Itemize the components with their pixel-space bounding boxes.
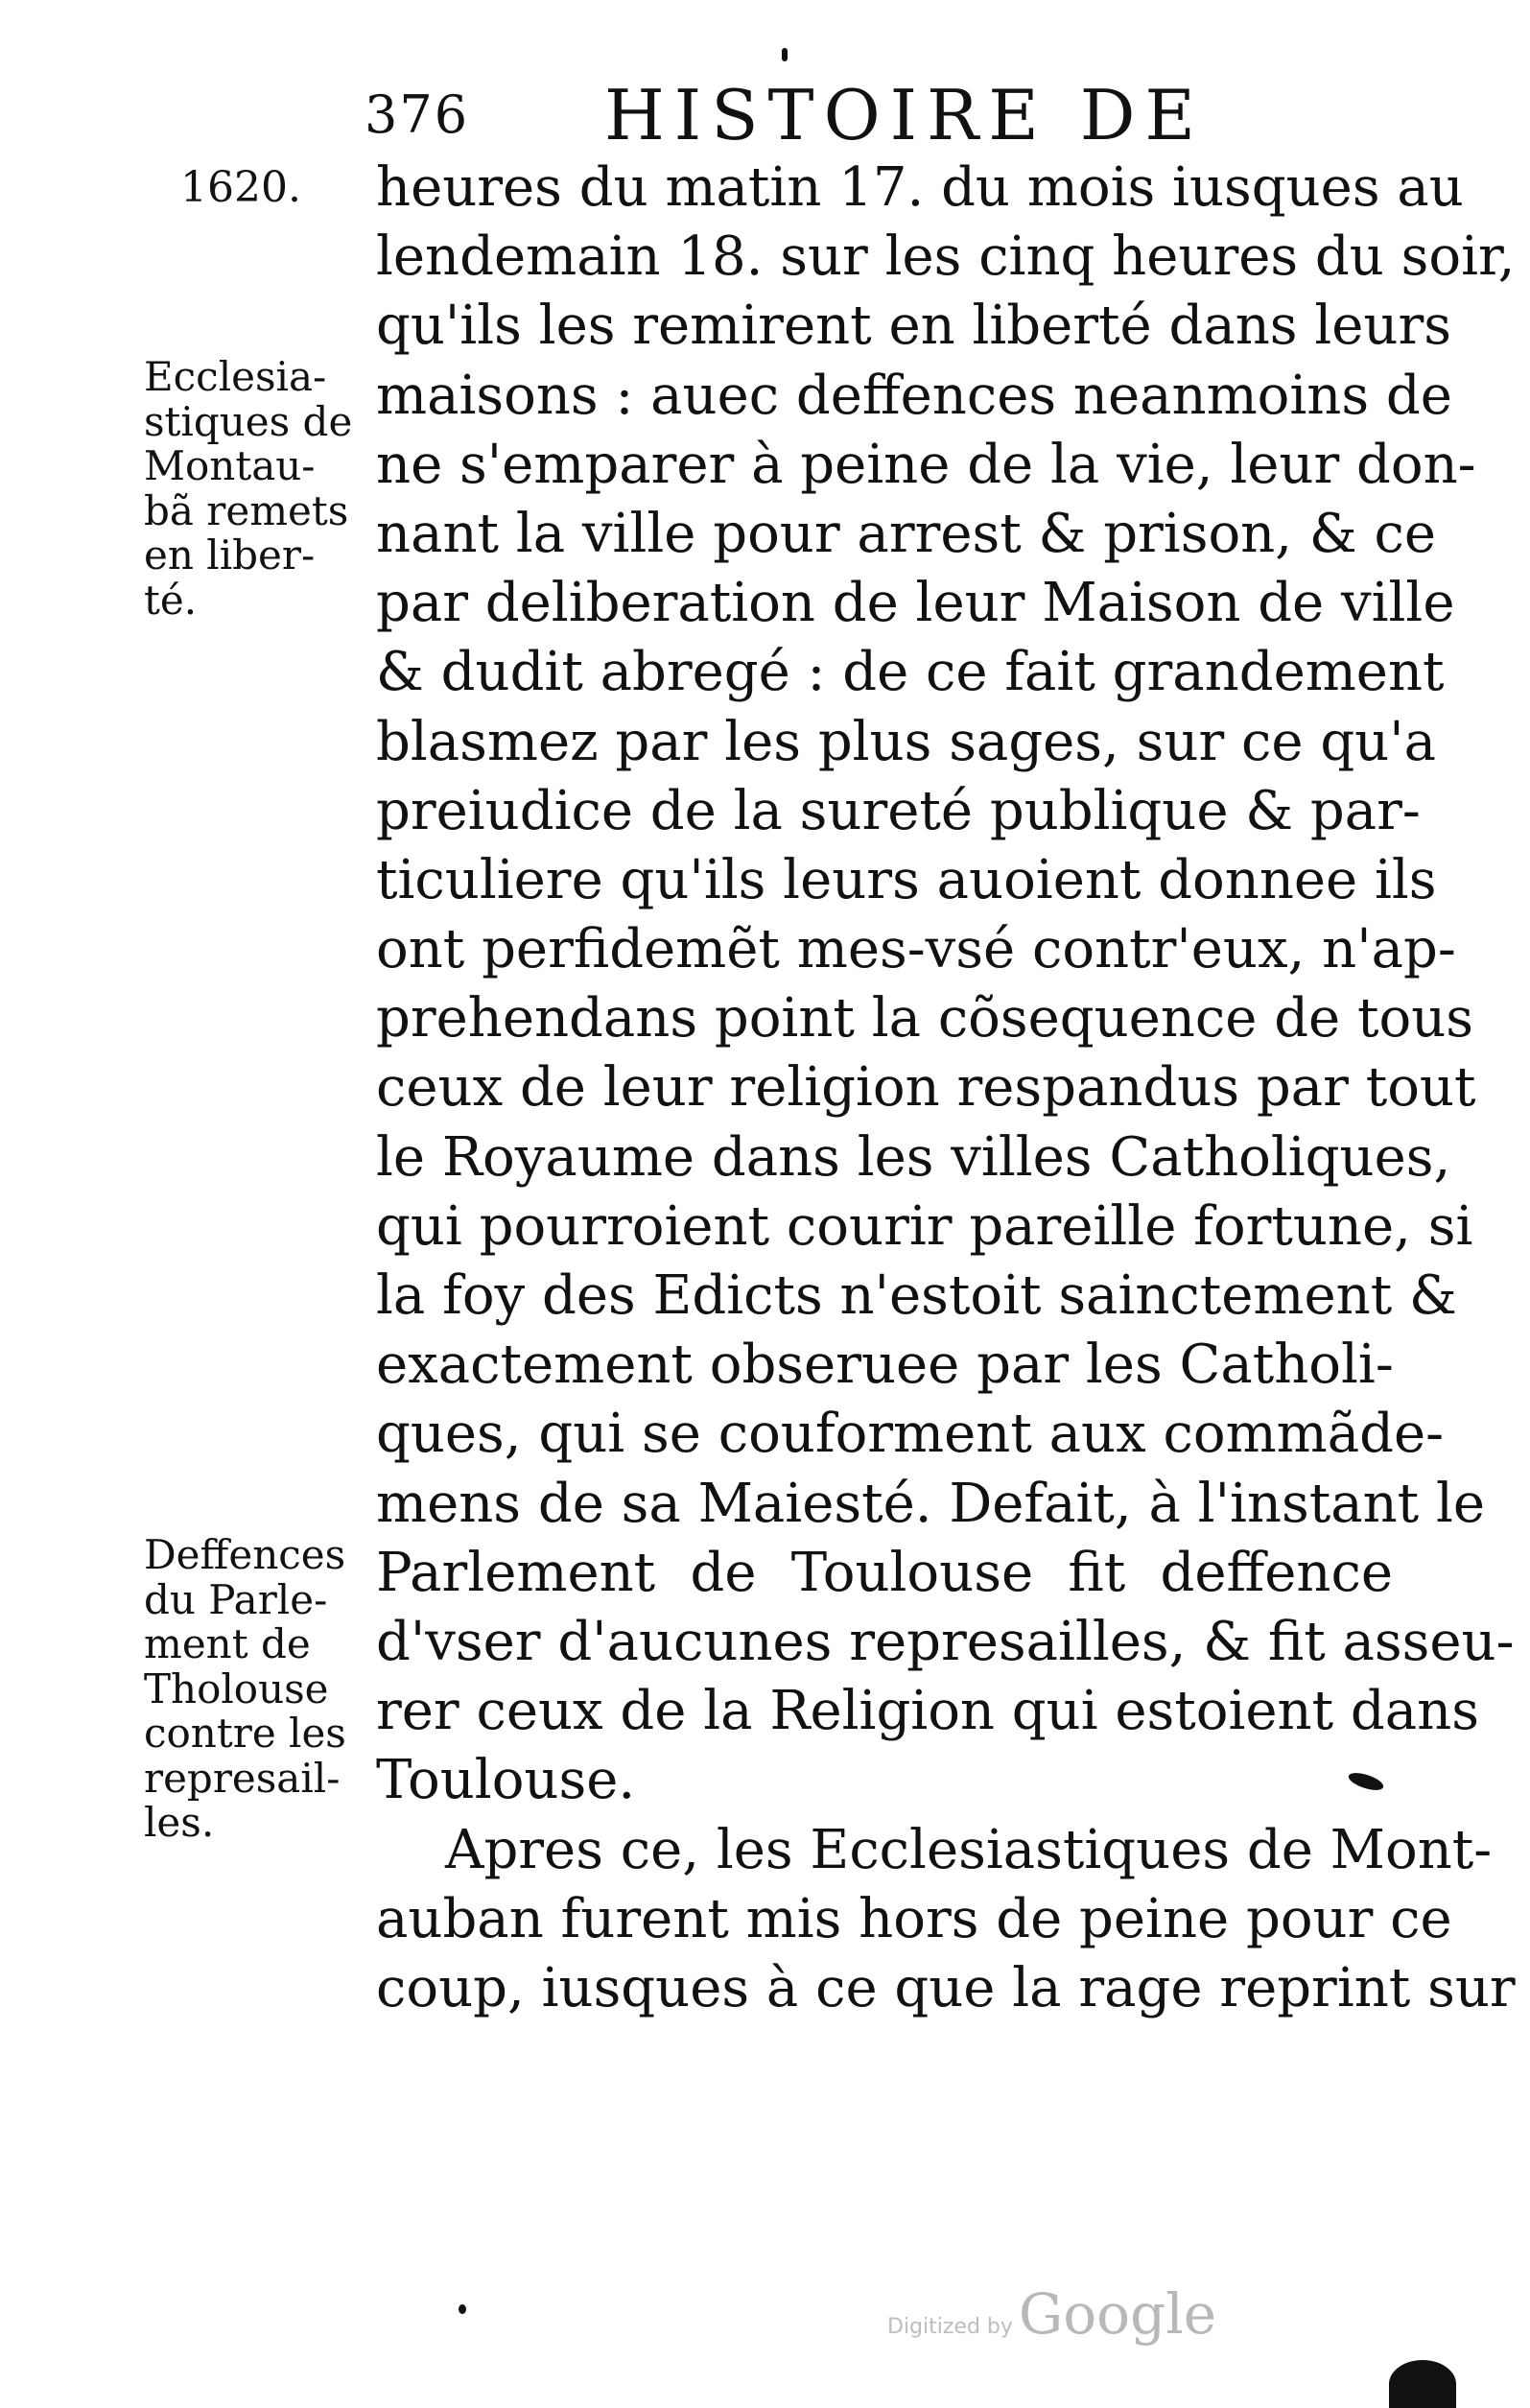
body-line: mens de sa Maiesté. Defait, à l'instant le [376, 1472, 1486, 1535]
margin-note-line: bã remets [144, 486, 349, 534]
body-line: la foy des Edicts n'estoit sainctement & [376, 1264, 1457, 1327]
digitized-label: Digitized by [887, 2315, 1013, 2339]
running-title: HISTOIRE DE [604, 75, 1205, 155]
body-text [376, 153, 1516, 2023]
margin-note-ecclesiastiques [144, 355, 365, 623]
body-line: & dudit abregé : de ce fait grandement [376, 641, 1445, 704]
body-line: ne s'emparer à peine de la vie, leur don- [376, 433, 1476, 496]
page-number: 376 [365, 84, 470, 145]
body-line: exactement obseruee par les Catholi- [376, 1334, 1394, 1397]
body-line: par deliberation de leur Maison de ville [376, 572, 1455, 635]
margin-note-line: té. [144, 576, 198, 624]
body-line: auban furent mis hors de peine pour ce [376, 1887, 1452, 1950]
margin-note-line: du Parle- [144, 1575, 328, 1623]
margin-note-line: Deffences [144, 1531, 346, 1578]
margin-note-line: Tholouse [144, 1664, 329, 1712]
margin-note-line: contre les [144, 1710, 346, 1757]
body-line: Toulouse. [376, 1749, 636, 1812]
body-line: ticuliere qu'ils leurs auoient donnee ils [376, 848, 1437, 911]
ink-speck [459, 2304, 466, 2314]
margin-note-line: stiques de [144, 397, 353, 445]
body-line: qui pourroient courir pareille fortune, si [376, 1194, 1473, 1258]
margin-year: 1620. [180, 163, 301, 212]
margin-note-line: les. [144, 1799, 215, 1846]
body-line: rer ceux de la Religion qui estoient dans [376, 1680, 1479, 1743]
body-line: blasmez par les plus sages, sur ce qu'a [376, 710, 1437, 773]
body-line: lendemain 18. sur les cinq heures du soir, [376, 225, 1516, 289]
body-line: ceux de leur religion respandus par tout [376, 1056, 1476, 1120]
margin-note-line: ment de [144, 1620, 311, 1667]
body-line: heures du matin 17. du mois iusques au [376, 156, 1464, 219]
body-line: coup, iusques à ce que la rage reprint sur [376, 1956, 1516, 2019]
google-digitized-watermark [887, 2281, 1216, 2347]
ink-speck [782, 48, 788, 61]
google-logo: Google [1018, 2281, 1217, 2347]
body-line: Apres ce, les Ecclesiastiques de Mont- [445, 1818, 1493, 1881]
body-line: ques, qui se couforment aux commãde- [376, 1403, 1445, 1466]
body-line: Parlement de Toulouse fit deffence [376, 1541, 1393, 1604]
body-line: qu'ils les remirent en liberté dans leurs [376, 295, 1451, 358]
body-line: d'vser d'aucunes represailles, & fit asseu- [376, 1610, 1515, 1673]
margin-note-line: en liber- [144, 531, 316, 578]
body-line: preiudice de la sureté publique & par- [376, 779, 1421, 842]
body-line: le Royaume dans les villes Catholiques, [376, 1125, 1451, 1189]
body-line: ont perfidemẽt mes-vsé contr'eux, n'ap- [376, 918, 1456, 981]
body-line: prehendans point la cõsequence de tous [376, 987, 1474, 1051]
margin-note-line: Montau- [144, 442, 316, 489]
body-line: nant la ville pour arrest & prison, & ce [376, 502, 1436, 565]
ink-blot [1389, 2360, 1456, 2408]
margin-note-line: represail- [144, 1754, 341, 1802]
margin-note-deffences [144, 1533, 365, 1846]
body-line: maisons : auec deffences neanmoins de [376, 364, 1452, 427]
margin-note-line: Ecclesia- [144, 353, 327, 400]
